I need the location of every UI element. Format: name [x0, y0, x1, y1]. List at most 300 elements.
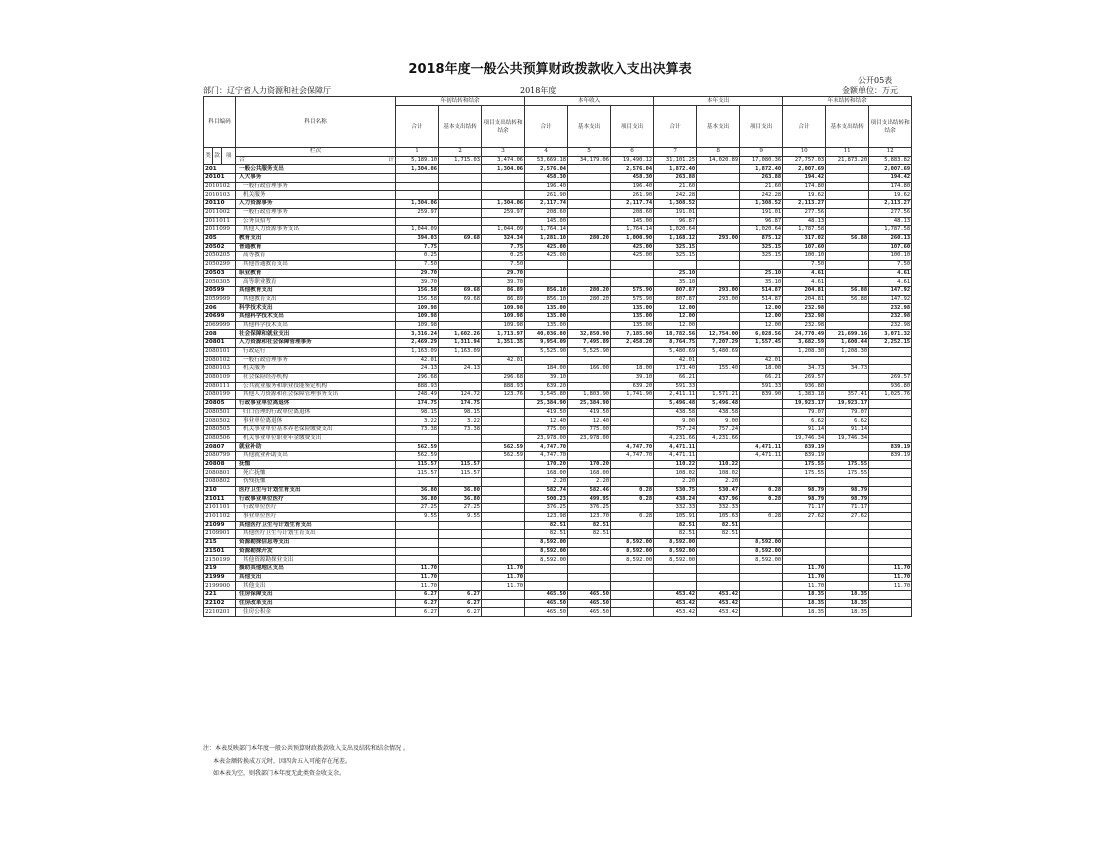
- amount-cell: [826, 356, 869, 365]
- amount-cell: [740, 573, 783, 582]
- amount-cell: [439, 556, 482, 565]
- amount-cell: 156.58: [396, 295, 439, 304]
- subject-code: 221: [204, 591, 236, 600]
- total-cell: 17,080.36: [740, 156, 783, 165]
- amount-cell: [869, 469, 912, 478]
- amount-cell: [826, 573, 869, 582]
- amount-cell: [783, 538, 826, 547]
- amount-cell: [869, 478, 912, 487]
- amount-cell: 79.07: [826, 408, 869, 417]
- amount-cell: 135.00: [525, 304, 568, 313]
- total-cell: 53,669.18: [525, 156, 568, 165]
- amount-cell: 18.35: [826, 608, 869, 617]
- amount-cell: 108.02: [697, 469, 740, 478]
- amount-cell: [826, 443, 869, 452]
- amount-cell: 856.10: [525, 287, 568, 296]
- amount-cell: [568, 565, 611, 574]
- amount-cell: [697, 382, 740, 391]
- amount-cell: [525, 269, 568, 278]
- amount-cell: 42.01: [740, 356, 783, 365]
- amount-cell: [439, 260, 482, 269]
- table-row: [204, 339, 912, 348]
- amount-cell: [697, 582, 740, 591]
- amount-cell: [654, 565, 697, 574]
- amount-cell: 36.80: [396, 495, 439, 504]
- subject-name: 社会保障和就业支出: [236, 330, 396, 339]
- amount-cell: 3,071.32: [869, 330, 912, 339]
- subject-name: 一般行政管理事务: [236, 356, 396, 365]
- table-row: [204, 182, 912, 191]
- subject-code: 20599: [204, 287, 236, 296]
- amount-cell: 0.25: [482, 252, 525, 261]
- amount-cell: [826, 582, 869, 591]
- table-row: [204, 382, 912, 391]
- amount-cell: 11.70: [783, 573, 826, 582]
- amount-cell: [783, 547, 826, 556]
- amount-cell: 875.12: [740, 234, 783, 243]
- amount-cell: 562.59: [482, 443, 525, 452]
- amount-cell: 194.42: [783, 174, 826, 183]
- amount-cell: [826, 243, 869, 252]
- amount-cell: 107.60: [869, 243, 912, 252]
- amount-cell: 2,458.20: [611, 339, 654, 348]
- amount-cell: 1,351.35: [482, 339, 525, 348]
- amount-cell: 11.70: [482, 565, 525, 574]
- subject-code: 20805: [204, 399, 236, 408]
- amount-cell: [482, 347, 525, 356]
- amount-cell: [826, 191, 869, 200]
- total-cell: 14,020.89: [697, 156, 740, 165]
- subject-code: 2011011: [204, 217, 236, 226]
- amount-cell: [697, 565, 740, 574]
- amount-cell: 7.50: [396, 260, 439, 269]
- amount-cell: [439, 582, 482, 591]
- amount-cell: 19.62: [869, 191, 912, 200]
- amount-cell: [826, 556, 869, 565]
- amount-cell: 317.02: [783, 234, 826, 243]
- header-code: 科目编码: [204, 97, 236, 148]
- table-row: [204, 295, 912, 304]
- amount-cell: [568, 321, 611, 330]
- amount-cell: [869, 365, 912, 374]
- amount-cell: 18.00: [740, 365, 783, 374]
- subject-name: 资源勘探开发: [236, 547, 396, 556]
- amount-cell: 1,020.64: [740, 226, 783, 235]
- subject-code: 215: [204, 538, 236, 547]
- total-cell: 3,474.06: [482, 156, 525, 165]
- amount-cell: 2,411.11: [654, 391, 697, 400]
- amount-cell: [568, 165, 611, 174]
- amount-cell: 175.55: [783, 460, 826, 469]
- amount-cell: [826, 547, 869, 556]
- amount-cell: [482, 417, 525, 426]
- amount-cell: 12,754.00: [697, 330, 740, 339]
- amount-cell: [568, 538, 611, 547]
- col-index: 8: [697, 148, 740, 157]
- amount-cell: 109.98: [482, 321, 525, 330]
- subject-name: 其他科学技术支出: [236, 321, 396, 330]
- amount-cell: 1,163.09: [396, 347, 439, 356]
- amount-cell: 27.25: [396, 504, 439, 513]
- subject-name: 一般行政管理事务: [236, 182, 396, 191]
- amount-cell: 56.88: [826, 287, 869, 296]
- amount-cell: 6.27: [439, 599, 482, 608]
- amount-cell: 11.70: [482, 573, 525, 582]
- year-label: 2018年度: [520, 86, 557, 95]
- amount-cell: [869, 417, 912, 426]
- amount-cell: [439, 443, 482, 452]
- amount-cell: 839.90: [740, 391, 783, 400]
- amount-cell: [826, 304, 869, 313]
- amount-cell: 4,471.11: [740, 452, 783, 461]
- subject-code: 20807: [204, 443, 236, 452]
- amount-cell: 324.34: [482, 234, 525, 243]
- amount-cell: 24.13: [396, 365, 439, 374]
- amount-cell: 29.70: [482, 269, 525, 278]
- amount-cell: 2.20: [525, 478, 568, 487]
- amount-cell: [525, 278, 568, 287]
- amount-cell: 115.57: [396, 469, 439, 478]
- amount-cell: 96.87: [654, 217, 697, 226]
- table-row: [204, 330, 912, 339]
- subject-code: 20502: [204, 243, 236, 252]
- total-cell: 21,873.20: [826, 156, 869, 165]
- amount-cell: 11.70: [869, 573, 912, 582]
- header-basic: 基本支出: [568, 106, 611, 148]
- amount-cell: [826, 521, 869, 530]
- amount-cell: [482, 217, 525, 226]
- amount-cell: 1,602.26: [439, 330, 482, 339]
- amount-cell: 575.90: [611, 295, 654, 304]
- amount-cell: 437.96: [697, 495, 740, 504]
- subject-name: 职业教育: [236, 269, 396, 278]
- amount-cell: 123.76: [482, 391, 525, 400]
- amount-cell: 438.58: [654, 408, 697, 417]
- amount-cell: 0.28: [611, 495, 654, 504]
- amount-cell: [568, 252, 611, 261]
- amount-cell: 775.00: [568, 426, 611, 435]
- amount-cell: 453.42: [697, 599, 740, 608]
- subject-code: 2150199: [204, 556, 236, 565]
- subject-code: 2080802: [204, 478, 236, 487]
- subject-code: 2010103: [204, 191, 236, 200]
- amount-cell: 19.62: [783, 191, 826, 200]
- subject-name: 医疗卫生与计划生育支出: [236, 486, 396, 495]
- amount-cell: 8,592.00: [525, 556, 568, 565]
- amount-cell: 4.61: [783, 269, 826, 278]
- subject-code: 22102: [204, 599, 236, 608]
- amount-cell: 4.61: [869, 269, 912, 278]
- amount-cell: 11.70: [396, 565, 439, 574]
- subject-code: 2109901: [204, 530, 236, 539]
- table-row: [204, 565, 912, 574]
- amount-cell: 1,044.09: [396, 226, 439, 235]
- amount-cell: 108.02: [654, 469, 697, 478]
- amount-cell: 107.60: [783, 243, 826, 252]
- amount-cell: [869, 608, 912, 617]
- amount-cell: 8,592.00: [611, 538, 654, 547]
- total-cell: 1,715.03: [439, 156, 482, 165]
- amount-cell: [740, 591, 783, 600]
- amount-cell: 173.40: [654, 365, 697, 374]
- subject-code: 21501: [204, 547, 236, 556]
- table-row: [204, 260, 912, 269]
- amount-cell: [697, 191, 740, 200]
- amount-cell: [396, 478, 439, 487]
- amount-cell: [396, 174, 439, 183]
- amount-cell: 69.68: [439, 287, 482, 296]
- amount-cell: 147.92: [869, 287, 912, 296]
- amount-cell: [697, 243, 740, 252]
- footnote: 如本表为空，则我部门本年度无此类资金收支余。: [213, 770, 346, 777]
- amount-cell: [697, 260, 740, 269]
- table-row: [204, 469, 912, 478]
- amount-cell: 465.50: [525, 608, 568, 617]
- amount-cell: 79.07: [783, 408, 826, 417]
- amount-cell: 438.58: [697, 408, 740, 417]
- header-group-expense: 本年支出: [654, 97, 783, 106]
- amount-cell: [568, 382, 611, 391]
- amount-cell: [568, 182, 611, 191]
- amount-cell: 82.51: [654, 530, 697, 539]
- amount-cell: [826, 182, 869, 191]
- amount-cell: 293.00: [697, 234, 740, 243]
- amount-cell: 42.01: [482, 356, 525, 365]
- amount-cell: 325.15: [740, 252, 783, 261]
- amount-cell: 204.81: [783, 295, 826, 304]
- subject-name: 其他支出: [236, 582, 396, 591]
- amount-cell: 4,747.70: [525, 443, 568, 452]
- amount-cell: 3,545.80: [525, 391, 568, 400]
- amount-cell: 530.75: [654, 486, 697, 495]
- amount-cell: 124.72: [439, 391, 482, 400]
- subject-code: 2080506: [204, 434, 236, 443]
- amount-cell: 425.00: [611, 252, 654, 261]
- amount-cell: 109.98: [482, 313, 525, 322]
- amount-cell: 325.15: [740, 243, 783, 252]
- amount-cell: [697, 174, 740, 183]
- amount-cell: 115.57: [439, 469, 482, 478]
- subject-code: 2050299: [204, 260, 236, 269]
- amount-cell: 293.00: [697, 287, 740, 296]
- amount-cell: [525, 573, 568, 582]
- amount-cell: [869, 521, 912, 530]
- amount-cell: 419.50: [525, 408, 568, 417]
- amount-cell: [869, 434, 912, 443]
- amount-cell: [611, 599, 654, 608]
- amount-cell: [826, 278, 869, 287]
- amount-cell: 105.63: [697, 512, 740, 521]
- amount-cell: 807.87: [654, 287, 697, 296]
- footnote: 本表金额转换成万元时，因四舍五入可能存在尾差。: [213, 757, 352, 765]
- amount-cell: [697, 165, 740, 174]
- subject-code: 210: [204, 486, 236, 495]
- amount-cell: [439, 313, 482, 322]
- amount-cell: 34.73: [783, 365, 826, 374]
- amount-cell: [568, 208, 611, 217]
- amount-cell: 575.90: [611, 287, 654, 296]
- amount-cell: 110.22: [697, 460, 740, 469]
- amount-cell: 562.59: [482, 452, 525, 461]
- subject-name: 科学技术支出: [236, 304, 396, 313]
- amount-cell: 2,117.74: [611, 200, 654, 209]
- amount-cell: 96.87: [740, 217, 783, 226]
- amount-cell: 168.00: [525, 469, 568, 478]
- amount-cell: [869, 426, 912, 435]
- amount-cell: 19,923.17: [826, 399, 869, 408]
- amount-cell: 453.42: [697, 591, 740, 600]
- amount-cell: 98.79: [783, 495, 826, 504]
- amount-cell: 170.20: [568, 460, 611, 469]
- amount-cell: 168.00: [568, 469, 611, 478]
- amount-cell: 839.19: [869, 443, 912, 452]
- subject-code: 2050205: [204, 252, 236, 261]
- amount-cell: [396, 521, 439, 530]
- amount-cell: 71.17: [826, 504, 869, 513]
- amount-cell: 1,803.90: [568, 391, 611, 400]
- amount-cell: [869, 408, 912, 417]
- table-row: [204, 347, 912, 356]
- amount-cell: 1,787.58: [783, 226, 826, 235]
- amount-cell: [697, 356, 740, 365]
- amount-cell: 936.80: [783, 382, 826, 391]
- amount-cell: [396, 538, 439, 547]
- subject-name: 高等教育: [236, 252, 396, 261]
- amount-cell: 24,770.49: [783, 330, 826, 339]
- amount-cell: 1,208.30: [826, 347, 869, 356]
- subject-code: 2069999: [204, 321, 236, 330]
- amount-cell: [482, 608, 525, 617]
- amount-cell: 1,304.06: [396, 165, 439, 174]
- amount-cell: 56.88: [826, 295, 869, 304]
- header-basic-carry: 基本支出结转: [826, 106, 869, 148]
- amount-cell: 110.22: [654, 460, 697, 469]
- amount-cell: 12.00: [654, 304, 697, 313]
- amount-cell: [439, 217, 482, 226]
- amount-cell: 40,036.80: [525, 330, 568, 339]
- amount-cell: 2.20: [697, 478, 740, 487]
- amount-cell: [697, 217, 740, 226]
- amount-cell: 6.27: [396, 608, 439, 617]
- amount-cell: 458.30: [525, 174, 568, 183]
- amount-cell: [482, 504, 525, 513]
- amount-cell: 394.03: [396, 234, 439, 243]
- amount-cell: [783, 530, 826, 539]
- table-row: [204, 599, 912, 608]
- amount-cell: [740, 347, 783, 356]
- amount-cell: 98.15: [439, 408, 482, 417]
- amount-cell: [826, 478, 869, 487]
- amount-cell: [783, 356, 826, 365]
- subject-code: 205: [204, 234, 236, 243]
- subject-code: 2101101: [204, 504, 236, 513]
- header-heji: 合计: [783, 106, 826, 148]
- header-project-carry: 项目支出结转和结余: [482, 106, 525, 148]
- amount-cell: 8,592.00: [654, 538, 697, 547]
- amount-cell: 35.10: [740, 278, 783, 287]
- amount-cell: 115.57: [439, 460, 482, 469]
- amount-cell: 0.28: [740, 495, 783, 504]
- amount-cell: 500.23: [525, 495, 568, 504]
- header-project: 项目支出: [611, 106, 654, 148]
- amount-cell: 280.20: [568, 295, 611, 304]
- amount-cell: 248.49: [396, 391, 439, 400]
- amount-cell: [439, 547, 482, 556]
- amount-cell: 12.00: [740, 321, 783, 330]
- amount-cell: 3,316.24: [396, 330, 439, 339]
- subject-name: 行政事业单位离退休: [236, 399, 396, 408]
- table-row: [204, 321, 912, 330]
- amount-cell: 465.50: [568, 608, 611, 617]
- col-index: 1: [396, 148, 439, 157]
- amount-cell: 6.27: [439, 608, 482, 617]
- amount-cell: 4,471.11: [654, 443, 697, 452]
- amount-cell: [568, 356, 611, 365]
- amount-cell: 280.20: [568, 287, 611, 296]
- amount-cell: 12.00: [654, 313, 697, 322]
- total-row: [204, 156, 912, 165]
- amount-cell: [869, 399, 912, 408]
- amount-cell: 56.88: [826, 234, 869, 243]
- amount-cell: 499.95: [568, 495, 611, 504]
- amount-cell: 6.27: [439, 591, 482, 600]
- amount-cell: 8,592.00: [654, 547, 697, 556]
- table-row: [204, 304, 912, 313]
- amount-cell: [869, 599, 912, 608]
- amount-cell: [826, 452, 869, 461]
- amount-cell: 2,469.29: [396, 339, 439, 348]
- amount-cell: 11.70: [396, 582, 439, 591]
- footnotes: [203, 743, 409, 781]
- unit-label: 金额单位：万元: [842, 86, 898, 95]
- header-heji: 合计: [396, 106, 439, 148]
- amount-cell: [697, 269, 740, 278]
- amount-cell: [740, 260, 783, 269]
- table-row: [204, 278, 912, 287]
- col-index: 12: [869, 148, 912, 157]
- amount-cell: 425.00: [525, 243, 568, 252]
- amount-cell: [439, 373, 482, 382]
- amount-cell: 0.25: [396, 252, 439, 261]
- amount-cell: [826, 200, 869, 209]
- table-row: [204, 191, 912, 200]
- amount-cell: [439, 573, 482, 582]
- amount-cell: 4.61: [869, 278, 912, 287]
- amount-cell: [568, 547, 611, 556]
- amount-cell: 135.00: [525, 313, 568, 322]
- amount-cell: 82.51: [568, 530, 611, 539]
- subject-name: 住房保障支出: [236, 591, 396, 600]
- amount-cell: [396, 217, 439, 226]
- amount-cell: [439, 434, 482, 443]
- col-index: 2: [439, 148, 482, 157]
- subject-code: 2050305: [204, 278, 236, 287]
- subject-code: 20699: [204, 313, 236, 322]
- amount-cell: 175.55: [783, 469, 826, 478]
- amount-cell: [826, 174, 869, 183]
- amount-cell: 232.98: [783, 313, 826, 322]
- amount-cell: 1,764.14: [525, 226, 568, 235]
- amount-cell: 1,872.40: [654, 165, 697, 174]
- subject-code: 2080103: [204, 365, 236, 374]
- table-row: [204, 582, 912, 591]
- amount-cell: 1,304.06: [482, 165, 525, 174]
- amount-cell: 109.98: [482, 304, 525, 313]
- subject-code: 21011: [204, 495, 236, 504]
- subject-code: 2080199: [204, 391, 236, 400]
- amount-cell: [697, 208, 740, 217]
- amount-cell: 232.98: [869, 313, 912, 322]
